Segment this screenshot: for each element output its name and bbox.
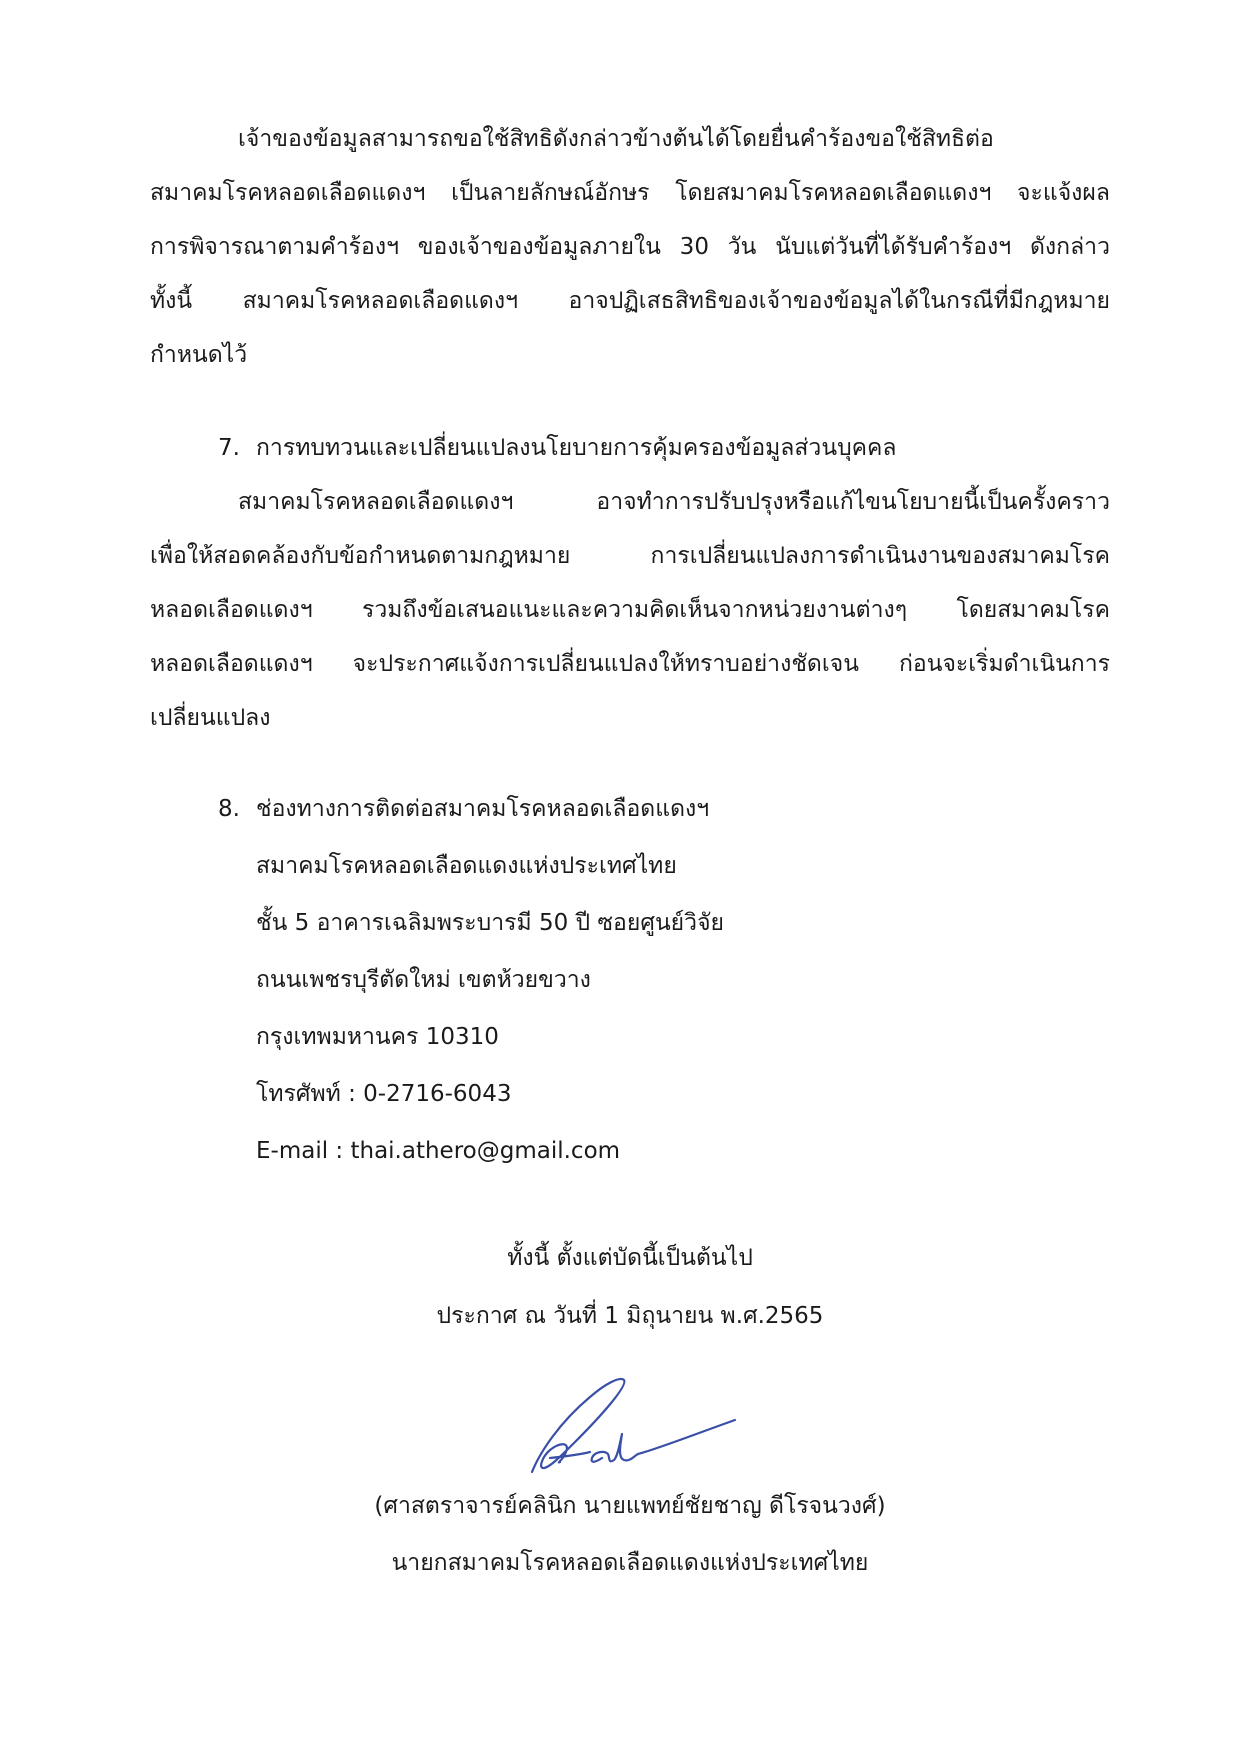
address-building: ชั้น 5 อาคารเฉลิมพระบารมี 50 ปี ซอยศูนย์วิจัย bbox=[256, 910, 725, 936]
signer-title: นายกสมาคมโรคหลอดเลือดแดงแห่งประเทศไทย bbox=[391, 1550, 869, 1576]
closing-effective: ทั้งนี้ ตั้งแต่บัดนี้เป็นต้นไป bbox=[507, 1245, 753, 1271]
rights-line-5: กำหนดไว้ bbox=[150, 342, 248, 368]
address-road: ถนนเพชรบุรีตัดใหม่ เขตห้วยขวาง bbox=[256, 967, 591, 993]
section-7-line-4: หลอดเลือดแดงฯ จะประกาศแจ้งการเปลี่ยนแปลงให้ทราบอย่างชัดเจน ก่อนจะเริ่มดำเนินการ bbox=[150, 651, 1110, 677]
section-7-heading bbox=[218, 437, 897, 460]
section-7-line-1: สมาคมโรคหลอดเลือดแดงฯ อาจทำการปรับปรุงหรือแก้ไขนโยบายนี้เป็นครั้งคราว bbox=[238, 489, 1110, 515]
contact-email: E-mail : thai.athero@gmail.com bbox=[256, 1138, 621, 1164]
address-organization: สมาคมโรคหลอดเลือดแดงแห่งประเทศไทย bbox=[256, 853, 677, 879]
section-7-number: 7. bbox=[218, 435, 240, 461]
section-8-heading-text: ช่องทางการติดต่อสมาคมโรคหลอดเลือดแดงฯ bbox=[256, 796, 710, 822]
contact-phone: โทรศัพท์ : 0-2716-6043 bbox=[256, 1081, 512, 1107]
address-city: กรุงเทพมหานคร 10310 bbox=[256, 1024, 499, 1050]
section-8-heading bbox=[218, 798, 709, 821]
closing-announced: ประกาศ ณ วันที่ 1 มิถุนายน พ.ศ.2565 bbox=[436, 1303, 824, 1329]
rights-line-2: สมาคมโรคหลอดเลือดแดงฯ เป็นลายลักษณ์อักษร โดยสมาคมโรคหลอดเลือดแดงฯ จะแจ้งผล bbox=[150, 180, 1110, 206]
signature-image bbox=[520, 1372, 740, 1482]
section-8-number: 8. bbox=[218, 796, 240, 822]
rights-line-3: การพิจารณาตามคำร้องฯ ของเจ้าของข้อมูลภายใน 30 วัน นับแต่วันที่ได้รับคำร้องฯ ดังกล่าว bbox=[150, 234, 1110, 260]
section-7-line-3: หลอดเลือดแดงฯ รวมถึงข้อเสนอแนะและความคิดเห็นจากหน่วยงานต่างๆ โดยสมาคมโรค bbox=[150, 597, 1110, 623]
rights-line-1: เจ้าของข้อมูลสามารถขอใช้สิทธิดังกล่าวข้างต้นได้โดยยื่นคำร้องขอใช้สิทธิต่อ bbox=[238, 126, 994, 152]
section-7-heading-text: การทบทวนและเปลี่ยนแปลงนโยบายการคุ้มครองข้อมูลส่วนบุคคล bbox=[256, 435, 897, 461]
section-7-line-5: เปลี่ยนแปลง bbox=[150, 705, 271, 731]
signer-name: (ศาสตราจารย์คลินิก นายแพทย์ชัยชาญ ดีโรจนวงศ์) bbox=[374, 1493, 886, 1519]
section-7-line-2: เพื่อให้สอดคล้องกับข้อกำหนดตามกฎหมาย การเปลี่ยนแปลงการดำเนินงานของสมาคมโรค bbox=[150, 543, 1110, 569]
rights-line-4: ทั้งนี้ สมาคมโรคหลอดเลือดแดงฯ อาจปฏิเสธสิทธิของเจ้าของข้อมูลได้ในกรณีที่มีกฎหมาย bbox=[150, 288, 1110, 314]
